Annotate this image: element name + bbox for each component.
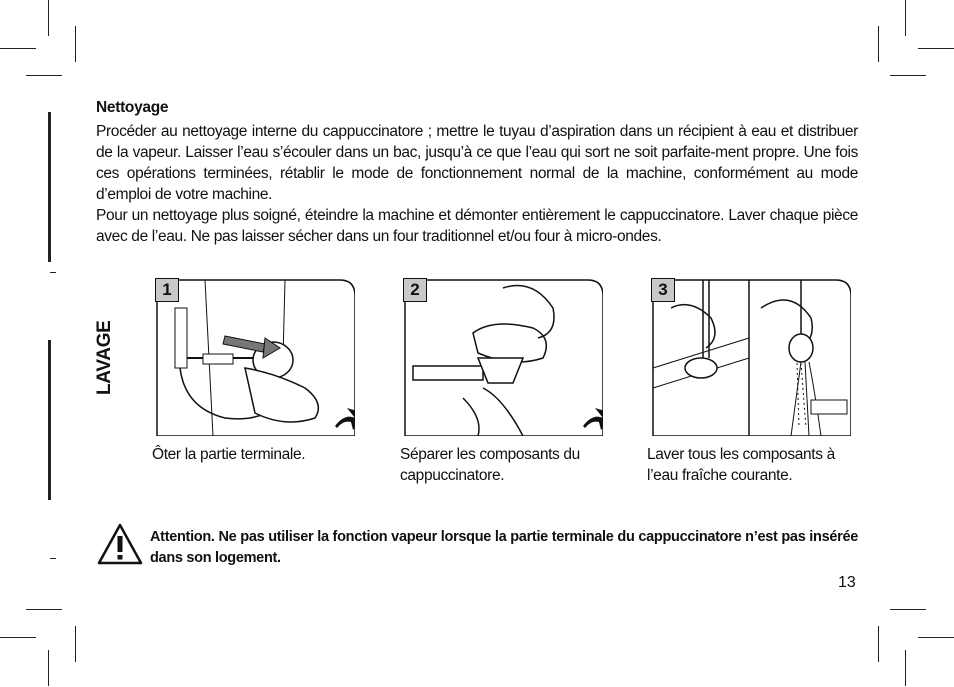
crop-mark	[0, 48, 36, 49]
crop-mark	[878, 26, 879, 62]
crop-mark	[878, 626, 879, 662]
crop-mark	[75, 26, 76, 62]
step-1-caption: Ôter la partie terminale.	[152, 446, 306, 463]
side-tab-label: LAVAGE	[94, 320, 115, 395]
step-1-badge: 1	[155, 278, 179, 302]
warning-triangle-icon	[97, 523, 143, 565]
edge-tick	[50, 272, 56, 273]
section-title: Nettoyage	[96, 99, 169, 116]
edge-bar	[48, 112, 51, 262]
crop-mark	[890, 609, 926, 610]
crop-mark	[48, 650, 49, 686]
step-3-badge: 3	[651, 278, 675, 302]
crop-mark	[918, 48, 954, 49]
crop-mark	[48, 0, 49, 36]
step-3-illustration	[651, 278, 851, 436]
crop-mark	[26, 75, 62, 76]
edge-tick	[50, 558, 56, 559]
step-3-caption: Laver tous les composants à l’eau fraîche courante.	[647, 446, 835, 484]
step-2-drawing	[403, 278, 603, 436]
crop-mark	[0, 637, 36, 638]
crop-mark	[905, 0, 906, 36]
crop-mark	[905, 650, 906, 686]
paragraph-cleaning: Procéder au nettoyage interne du cappuccinatore ; mettre le tuyau d’aspiration dans un récipient à eau et distribuer de la vapeur. Laisser l’eau s’écouler dans un bac, jusqu’à ce que l’eau qui sort ne soit parfaite-ment propre. Une fois ces opérations terminées, rétablir le mode de fonctionnement normal de la machine, conformément au mode d’emploi de votre machine.	[96, 123, 858, 203]
step-1-drawing	[155, 278, 355, 436]
page-number: 13	[838, 574, 856, 591]
edge-bar	[48, 340, 51, 500]
crop-mark	[26, 609, 62, 610]
crop-mark	[918, 637, 954, 638]
paragraph-deep-cleaning: Pour un nettoyage plus soigné, éteindre la machine et démonter entièrement le cappuccinatore. Laver chaque pièce avec de l’eau. Ne pas laisser sécher dans un four traditionnel et/ou four à micro-ondes.	[96, 207, 858, 245]
step-2-illustration	[403, 278, 603, 436]
warning-text: Attention. Ne pas utiliser la fonction vapeur lorsque la partie terminale du cappuccinatore n’est pas insérée dans son logement.	[150, 529, 858, 566]
step-3-drawing	[651, 278, 851, 436]
step-2-caption: Séparer les composants du cappuccinatore.	[400, 446, 580, 484]
crop-mark	[75, 626, 76, 662]
step-1-illustration	[155, 278, 355, 436]
crop-mark	[890, 75, 926, 76]
step-2-badge: 2	[403, 278, 427, 302]
